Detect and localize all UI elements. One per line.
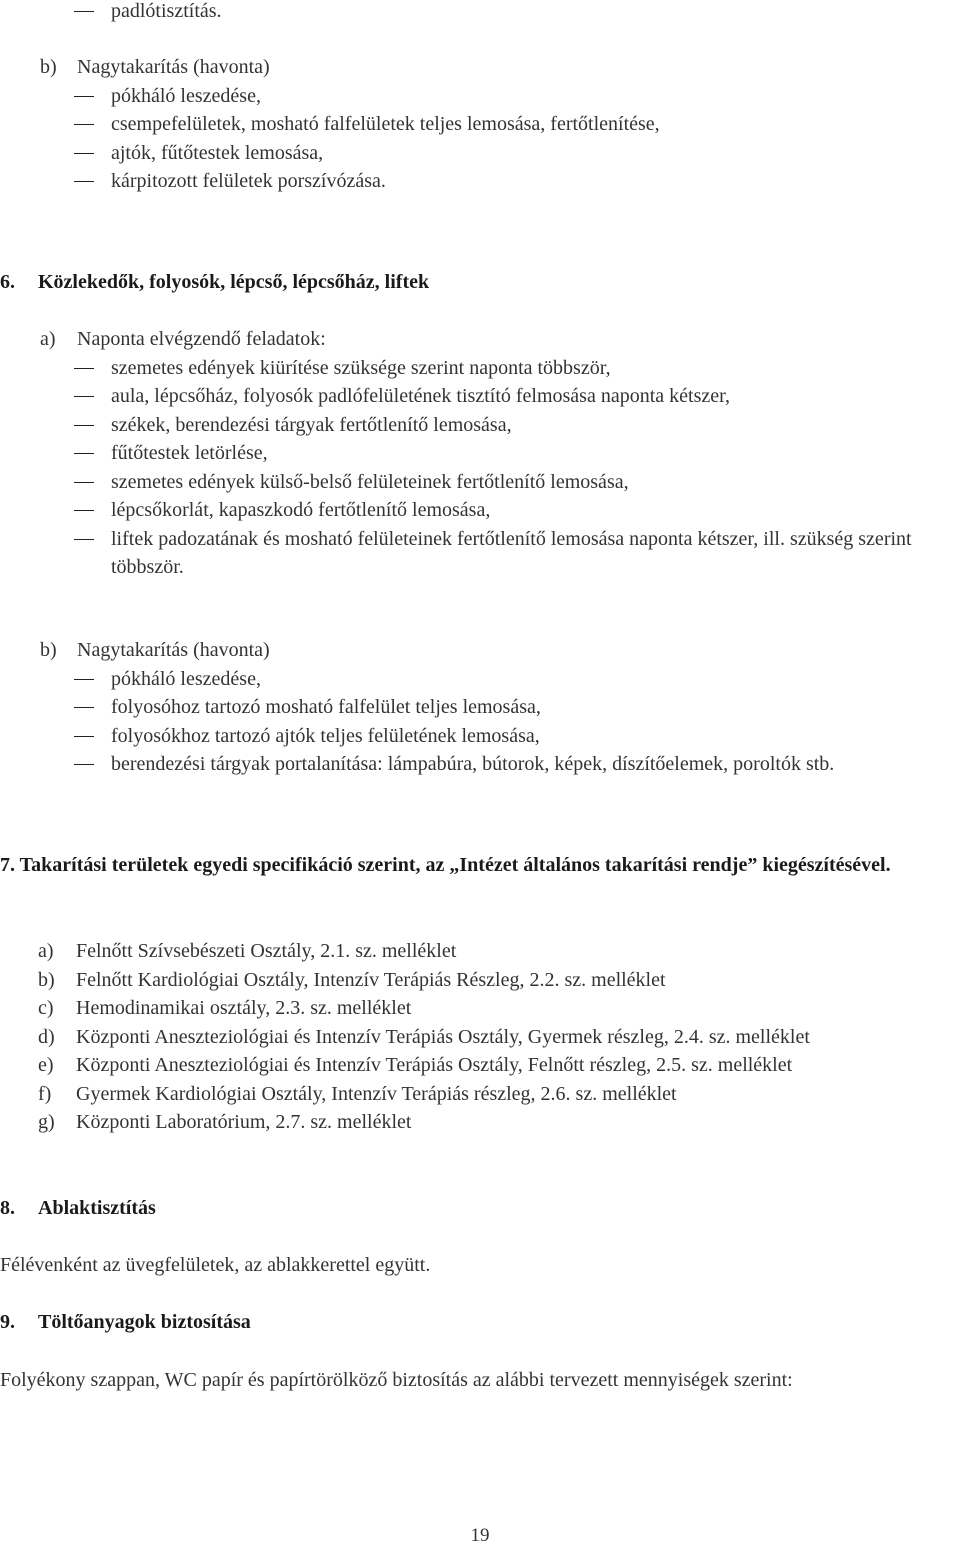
item-marker: d) <box>38 1025 55 1048</box>
item-marker: c) <box>38 997 54 1019</box>
list-item <box>0 937 900 966</box>
subsection-marker: b) <box>40 639 57 661</box>
section-title: Közlekedők, folyosók, lépcső, lépcsőház, liftek <box>38 271 430 293</box>
item-marker: f) <box>38 1082 52 1105</box>
list-item <box>0 1023 900 1052</box>
top-continuation-list <box>0 0 950 26</box>
list-item <box>0 966 900 995</box>
section-number: 6. <box>0 271 15 293</box>
section-9-body <box>0 1366 900 1395</box>
subsection-heading-text: Nagytakarítás (havonta) <box>77 639 270 661</box>
item-text: Felnőtt Kardiológiai Osztály, Intenzív Terápiás Részleg, 2.2. sz. melléklet <box>76 968 666 991</box>
list-item: berendezési tárgyak portalanítása: lámpabúra, bútorok, képek, díszítőelemek, poroltók stb. <box>0 750 950 779</box>
item-text: Központi Aneszteziológiai és Intenzív Terápiás Osztály, Felnőtt részleg, 2.5. sz. melléklet <box>76 1054 793 1076</box>
item-marker: a) <box>38 940 54 962</box>
list-item: kárpitozott felületek porszívózása. <box>0 167 950 196</box>
list-item: pókháló leszedése, <box>0 665 950 694</box>
section-8-heading <box>0 1194 950 1223</box>
list-item: lépcsőkorlát, kapaszkodó fertőtlenítő lemosása, <box>0 496 950 525</box>
section-7-list <box>0 937 900 1137</box>
list-item <box>0 1108 900 1137</box>
item-text: Központi Laboratórium, 2.7. sz. melléklet <box>76 1111 412 1133</box>
subsection-marker: a) <box>40 328 56 350</box>
list-item <box>0 1051 900 1080</box>
section-title: Ablaktisztítás <box>38 1197 156 1219</box>
subsection-a-daily-tasks <box>0 325 950 582</box>
section-title: Takarítási területek egyedi specifikáció szerint, az „Intézet általános takarítási rendje” kiegészítésével. <box>19 854 891 876</box>
paragraph: Folyékony szappan, WC papír és papírtörölköző biztosítás az alábbi tervezett mennyiségek szerint: <box>0 1369 793 1391</box>
subsection-b-cleaning-first <box>0 53 950 196</box>
subsection-items <box>0 82 950 196</box>
item-marker: b) <box>38 968 55 991</box>
list-item: szemetes edények külső-belső felületeinek fertőtlenítő lemosása, <box>0 468 950 497</box>
list-item: csempefelületek, mosható falfelületek teljes lemosása, fertőtlenítése, <box>0 110 950 139</box>
list-item: pókháló leszedése, <box>0 82 950 111</box>
subsection-heading <box>0 636 950 665</box>
item-text: Hemodinamikai osztály, 2.3. sz. melléklet <box>76 997 412 1019</box>
section-title: Töltőanyagok biztosítása <box>38 1311 251 1333</box>
list-item: folyosókhoz tartozó ajtók teljes felületének lemosása, <box>0 722 950 751</box>
subsection-heading <box>0 325 950 354</box>
section-9-heading <box>0 1308 950 1337</box>
item-marker: g) <box>38 1111 55 1133</box>
section-number: 9. <box>0 1311 15 1333</box>
paragraph: Félévenként az üvegfelületek, az ablakkerettel együtt. <box>0 1254 431 1276</box>
list-item <box>0 1080 900 1109</box>
subsection-items <box>0 354 950 582</box>
subsection-b-cleaning-second <box>0 636 950 779</box>
section-8-body <box>0 1251 950 1280</box>
page-number: 19 <box>470 1525 490 1546</box>
item-marker: e) <box>38 1054 54 1076</box>
list-item: padlótisztítás. <box>0 0 950 26</box>
item-text: Gyermek Kardiológiai Osztály, Intenzív Terápiás részleg, 2.6. sz. melléklet <box>76 1082 677 1105</box>
item-text: Központi Aneszteziológiai és Intenzív Terápiás Osztály, Gyermek részleg, 2.4. sz. melléklet <box>76 1025 810 1048</box>
list-item: szemetes edények kiürítése szüksége szerint naponta többször, <box>0 354 950 383</box>
subsection-heading-text: Nagytakarítás (havonta) <box>77 56 270 78</box>
list-item: ajtók, fűtőtestek lemosása, <box>0 139 950 168</box>
list-item: liftek padozatának és mosható felületeinek fertőtlenítő lemosása naponta kétszer, ill. szükség szerint többször. <box>0 525 950 582</box>
list-item: folyosóhoz tartozó mosható falfelület teljes lemosása, <box>0 693 950 722</box>
list-item: fűtőtestek letörlése, <box>0 439 950 468</box>
section-7-heading <box>0 851 900 880</box>
item-text: Felnőtt Szívsebészeti Osztály, 2.1. sz. melléklet <box>76 940 457 962</box>
list-item: székek, berendezési tárgyak fertőtlenítő lemosása, <box>0 411 950 440</box>
subsection-items <box>0 665 950 779</box>
list-item: aula, lépcsőház, folyosók padlófelületének tisztító felmosása naponta kétszer, <box>0 382 950 411</box>
subsection-marker: b) <box>40 56 57 78</box>
section-number: 8. <box>0 1197 15 1219</box>
subsection-heading <box>0 53 950 82</box>
section-number: 7. <box>0 854 15 876</box>
list-item <box>0 994 900 1023</box>
subsection-heading-text: Naponta elvégzendő feladatok: <box>77 328 326 350</box>
section-6-heading <box>0 268 950 297</box>
